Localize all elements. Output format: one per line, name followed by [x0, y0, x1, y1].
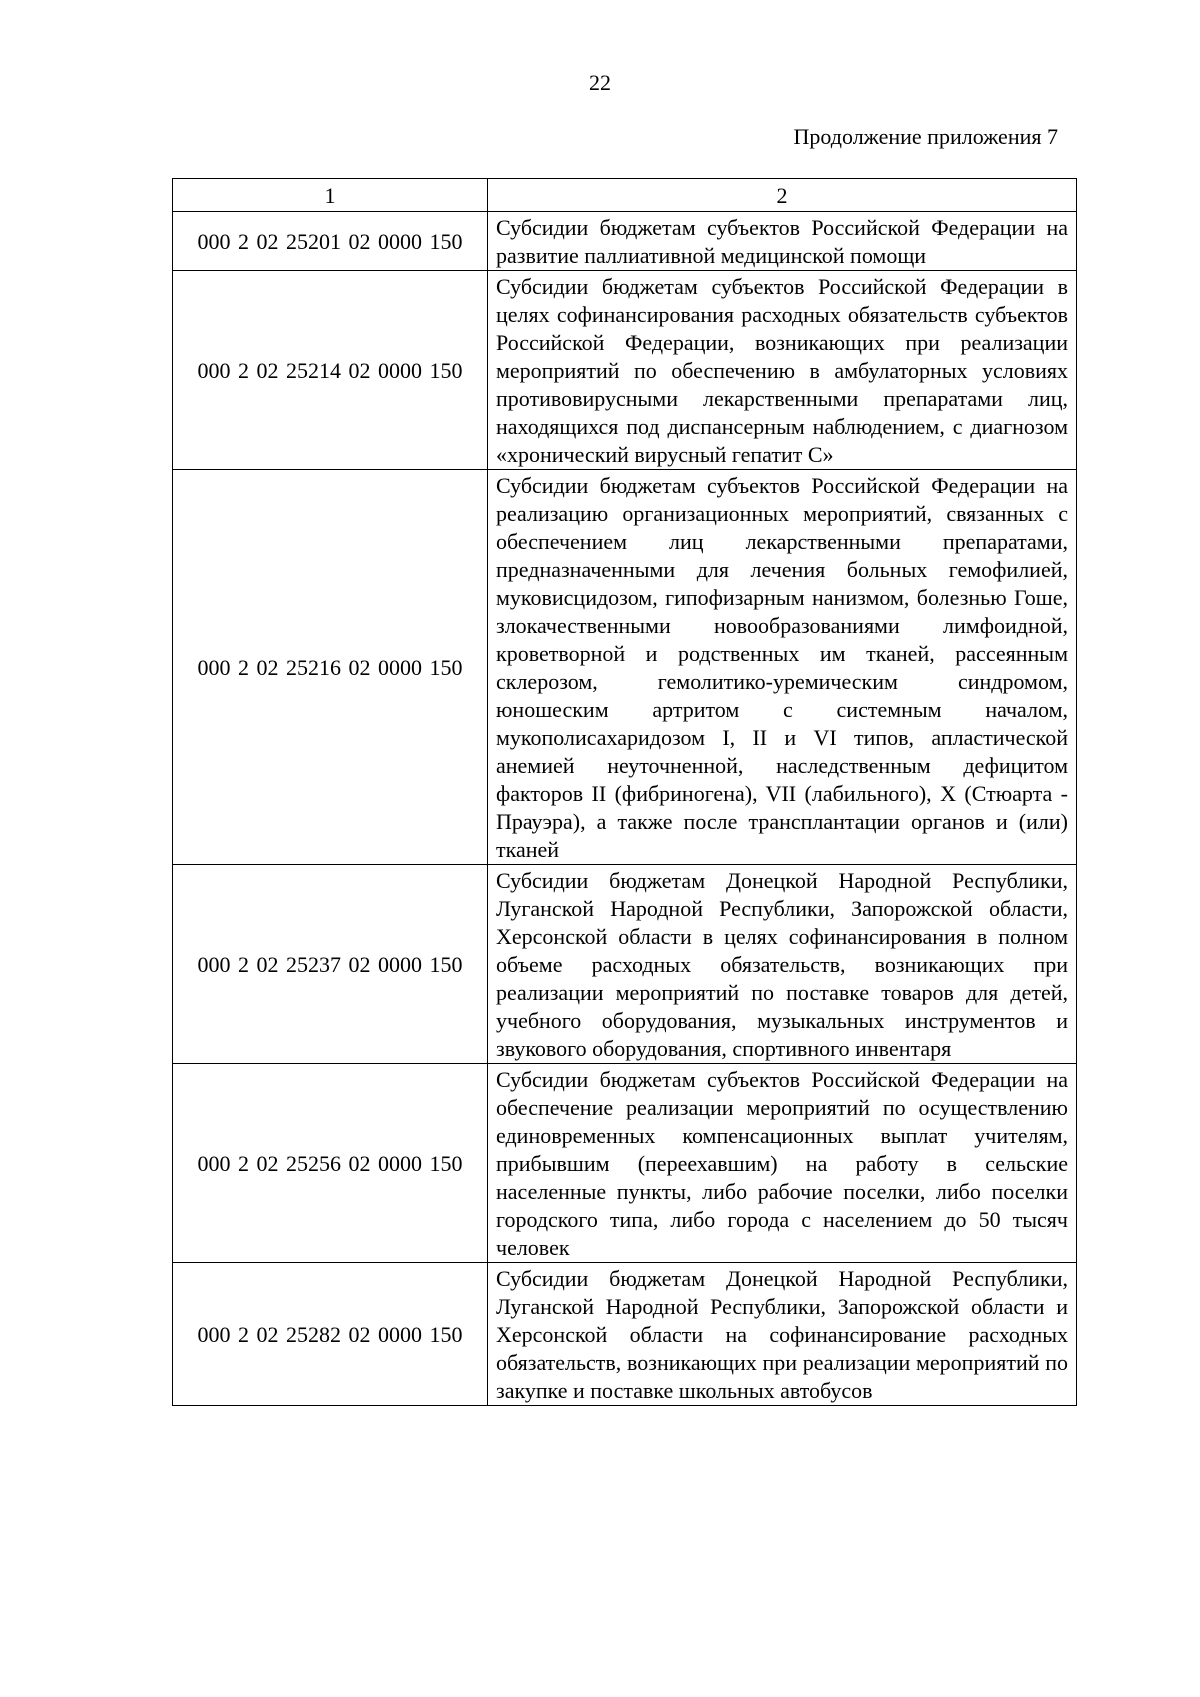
description-cell: Субсидии бюджетам субъектов Российской Федерации в целях софинансирования расходных обязательств субъектов Российской Федерации, возникающих при реализации мероприятий по обеспечению в амбулаторных условиях противовирусными лекарственными препаратами лиц, находящихся под диспансерным наблюдением, с диагнозом «хронический вирусный гепатит С»: [488, 271, 1077, 470]
description-cell: Субсидии бюджетам субъектов Российской Федерации на развитие паллиативной медицинской помощи: [488, 212, 1077, 271]
budget-code-cell: 000 2 02 25237 02 0000 150: [173, 865, 488, 1064]
description-cell: Субсидии бюджетам субъектов Российской Федерации на обеспечение реализации мероприятий по осуществлению единовременных компенсационных выплат учителям, прибывшим (переехавшим) на работу в сельские населенные пункты, либо рабочие поселки, либо поселки городского типа, либо города с населением до 50 тысяч человек: [488, 1064, 1077, 1263]
table-row: [173, 470, 1077, 865]
budget-codes-table: [172, 178, 1077, 1406]
column-header-2: 2: [488, 179, 1077, 212]
table-header-row: [173, 179, 1077, 212]
budget-code-cell: 000 2 02 25256 02 0000 150: [173, 1064, 488, 1263]
description-cell: Субсидии бюджетам Донецкой Народной Республики, Луганской Народной Республики, Запорожской области, Херсонской области в целях софинансирования в полном объеме расходных обязательств, возникающих при реализации мероприятий по поставке товаров для детей, учебного оборудования, музыкальных инструментов и звукового оборудования, спортивного инвентаря: [488, 865, 1077, 1064]
appendix-continuation-label: Продолжение приложения 7: [793, 124, 1058, 149]
budget-code-cell: 000 2 02 25216 02 0000 150: [173, 470, 488, 865]
table-row: [173, 865, 1077, 1064]
description-cell: Субсидии бюджетам субъектов Российской Федерации на реализацию организационных мероприятий, связанных с обеспечением лиц лекарственными препаратами, предназначенными для лечения больных гемофилией, муковисцидозом, гипофизарным нанизмом, болезнью Гоше, злокачественными новообразованиями лимфоидной, кроветворной и родственных им тканей, рассеянным склерозом, гемолитико-уремическим синдромом, юношеским артритом с системным началом, мукополисахаридозом I, II и VI типов, апластической анемией неуточненной, наследственным дефицитом факторов II (фибриногена), VII (лабильного), X (Стюарта - Прауэра), а также после трансплантации органов и (или) тканей: [488, 470, 1077, 865]
table-row: [173, 212, 1077, 271]
budget-code-cell: 000 2 02 25201 02 0000 150: [173, 212, 488, 271]
budget-code-cell: 000 2 02 25282 02 0000 150: [173, 1263, 488, 1406]
table-row: [173, 1263, 1077, 1406]
description-cell: Субсидии бюджетам Донецкой Народной Республики, Луганской Народной Республики, Запорожской области и Херсонской области на софинансирование расходных обязательств, возникающих при реализации мероприятий по закупке и поставке школьных автобусов: [488, 1263, 1077, 1406]
page-number: 22: [589, 70, 611, 95]
table-row: [173, 271, 1077, 470]
budget-code-cell: 000 2 02 25214 02 0000 150: [173, 271, 488, 470]
column-header-1: 1: [173, 179, 488, 212]
table-row: [173, 1064, 1077, 1263]
